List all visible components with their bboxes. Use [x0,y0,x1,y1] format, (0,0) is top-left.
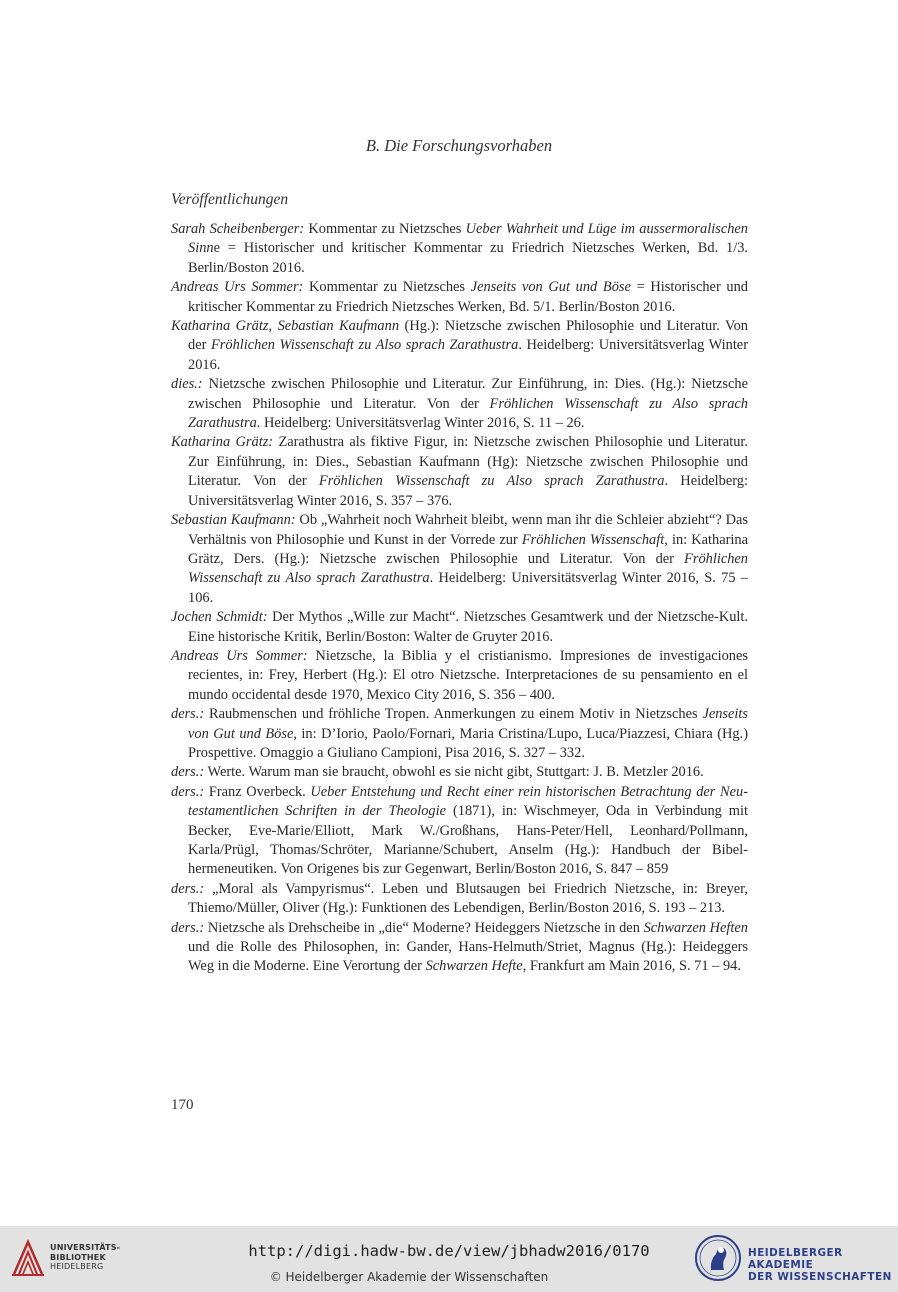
academy-seal-logo-icon [694,1234,742,1282]
academy-name-line-2: DER WISSENSCHAFTEN [748,1271,892,1283]
academy-name-line-1: HEIDELBERGER AKADEMIE [748,1247,843,1271]
publication-entry [171,220,748,278]
entry-author: ders.: [171,919,205,936]
entry-author: Jochen Schmidt: [171,609,268,626]
entry-text: Kommentar zu Nietzsches [304,221,466,237]
entry-title-italic: Ueber Wahrheit und Lüge im aussermoralischen Sinn [188,221,748,257]
entry-text: . Heidelberg: Universitätsverlag Winter 2016, S. 357 – 376. [188,473,748,509]
publication-entry [171,433,748,511]
entry-author: Andreas Urs Sommer: [171,279,304,296]
entry-title-italic: Fröhlichen Wissenschaft zu Also sprach Zarathustra [188,395,748,432]
page-number: 170 [171,1097,194,1113]
entry-text: , in: Katharina Grätz, Ders. (Hg.): Nietzsche zwischen Philosophie und Literatur. Von der [188,531,748,567]
library-name-line-3: HEIDELBERG [50,1262,104,1271]
entry-text: , in: D’Iorio, Paolo/Fornari, Maria Cristina/Lupo, Luca/Piazzesi, Chiara (Hg.) Prospettive. Omaggio a Giuliano Campioni, Pisa 2016, S. 327 – 332. [188,725,748,761]
entry-text: . Heidelberg: Universitätsverlag Winter 2016, S. 11 – 26. [256,415,585,432]
entry-title-italic: Fröhlichen Wissenschaft zu Also sprach Zarathustra [188,550,748,587]
entry-author: Sarah Scheibenberger: [171,221,305,237]
entry-author: ders.: [171,783,205,800]
entry-text: Raubmenschen und fröhliche Tropen. Anmerkungen zu einem Motiv in Nietzsches [204,706,703,723]
entry-text: (1871), in: Wischmeyer, Oda in Verbindung mit Becker, Eve-Marie/Elliott, Mark W./Großhans, Hans-Peter/Hell, Leonhard/Pollmann, Karla/Prügl, Thomas/Schröter, Marianne/Schubert, Anselm (Hg.): Handbuch der Bibelhermeneutiken. Von Origenes bis zur Gegenwart, Berlin/Boston 2016, S. 847 – 859 [188,803,748,878]
publication-entry [171,608,748,647]
library-name-line-1: UNIVERSITÄTS- [50,1243,121,1252]
entry-title-italic: Jenseits von Gut und Böse [188,706,748,742]
entry-title-italic: Jenseits von Gut und Böse [470,279,631,296]
publication-list [171,220,748,977]
footer-bar [0,1226,898,1292]
publication-entry [171,375,748,433]
entry-text: = Historischer und kritischer Kommentar zu Friedrich Nietzsches Werken, Bd. 5/1. Berlin/Boston 2016. [188,279,748,315]
entry-author: ders.: [171,880,205,897]
section-heading: Veröffentlichungen [171,191,289,208]
entry-text: „Moral als Vampyrismus“. Leben und Blutsaugen bei Friedrich Nietzsche, in: Breyer, Thiemo/Müller, Oliver (Hg.): Funktionen des Lebendigen, Berlin/Boston 2016, S. 193 – 213. [188,880,748,917]
publication-entry [171,317,748,375]
entry-title-italic: Schwarzen Hefte [425,958,523,975]
running-head: B. Die Forschungsvorhaben [365,136,553,155]
entry-title-italic: Fröhlichen Wissenschaft zu Also sprach Zarathustra [318,473,665,490]
entry-title-italic: Fröhlichen Wissenschaft zu Also sprach Zarathustra [210,337,519,354]
academy-name [748,1247,898,1283]
entry-text: , Frankfurt am Main 2016, S. 71 – 94. [522,958,741,975]
entry-text: Nietzsche zwischen Philosophie und Literatur. Zur Einführung, in: Dies. (Hg.): Nietzsche zwischen Philosophie und Literatur. Von der [188,376,748,412]
entry-text: Franz Overbeck. [204,783,311,800]
entry-text: Nietzsche, la Biblia y el cristianismo. Impresiones de investigaciones recientes, in: Frey, Herbert (Hg.): El otro Nietzsche. Interpretaciones de su pensamiento en el mundo occidental desde 1970, Mexico City 2016, S. 356 – 400. [188,647,748,703]
entry-title-italic: Ueber Entstehung und Recht einer rein historischen Betrachtung der Neutestamentlichen Schriften in der Theologie [188,783,748,820]
entry-text: Zarathustra als fiktive Figur, in: Nietzsche zwischen Philosophie und Literatur. Zur Einführung, in: Dies., Sebastian Kaufmann (Hg): Nietzsche zwischen Philosophie und Literatur. Von der [188,434,748,490]
entry-author: Sebastian Kaufmann: [171,512,296,529]
entry-text: Ob „Wahrheit noch Wahrheit bleibt, wenn man ihr die Schleier abzieht“? Das Verhältnis von Philosophie und Kunst in der Vorrede zur [188,512,748,548]
entry-text: . Heidelberg: Universitätsverlag Winter 2016, S. 75 – 106. [188,570,748,606]
entry-text: Nietzsche als Drehscheibe in „die“ Moderne? Heideggers Nietzsche in den [204,919,644,936]
publication-entry [171,278,748,317]
publication-entry [171,705,748,763]
entry-author: dies.: [171,376,203,393]
publication-entry [171,511,748,608]
copyright-notice: © Heidelberger Akademie der Wissenschaften [269,1270,549,1284]
entry-text: Der Mythos „Wille zur Macht“. Nietzsches Gesamtwerk und der Nietzsche-Kult. Eine historische Kritik, Berlin/Boston: Walter de Gruyter 2016. [188,609,748,645]
entry-text: Kommentar zu Nietzsches [303,279,471,296]
entry-author: Andreas Urs Sommer: [171,647,308,664]
entry-text: Werte. Warum man sie braucht, obwohl es sie nicht gibt, Stuttgart: J. B. Metzler 2016. [204,764,704,781]
permalink-url[interactable]: http://digi.hadw-bw.de/view/jbhadw2016/0170 [248,1242,650,1260]
publication-entry [171,763,748,782]
publication-entry [171,647,748,705]
entry-text: und die Rolle des Philosophen, in: Gander, Hans-Helmuth/Striet, Magnus (Hg.): Heideggers Weg in die Moderne. Eine Verortung der [188,939,748,975]
publication-entry [171,880,748,919]
entry-author: Katharina Grätz, Sebastian Kaufmann [171,318,400,335]
entry-text: e = Historischer und kritischer Kommentar zu Friedrich Nietzsches Werken, Bd. 1/3. Berlin/Boston 2016. [188,240,748,276]
entry-text: . Heidelberg: Universitätsverlag Winter 2016. [188,337,748,373]
entry-title-italic: Schwarzen Heften [643,919,749,936]
entry-author: ders.: [171,706,205,723]
publication-entry [171,919,748,977]
library-name-line-2: BIBLIOTHEK [50,1252,106,1262]
entry-author: ders.: [171,764,205,781]
entry-author: Katharina Grätz: [171,434,274,451]
entry-title-italic: Fröhlichen Wissenschaft [521,531,665,548]
publication-entry [171,783,748,880]
entry-text: (Hg.): Nietzsche zwischen Philosophie und Literatur. Von der [188,318,748,354]
